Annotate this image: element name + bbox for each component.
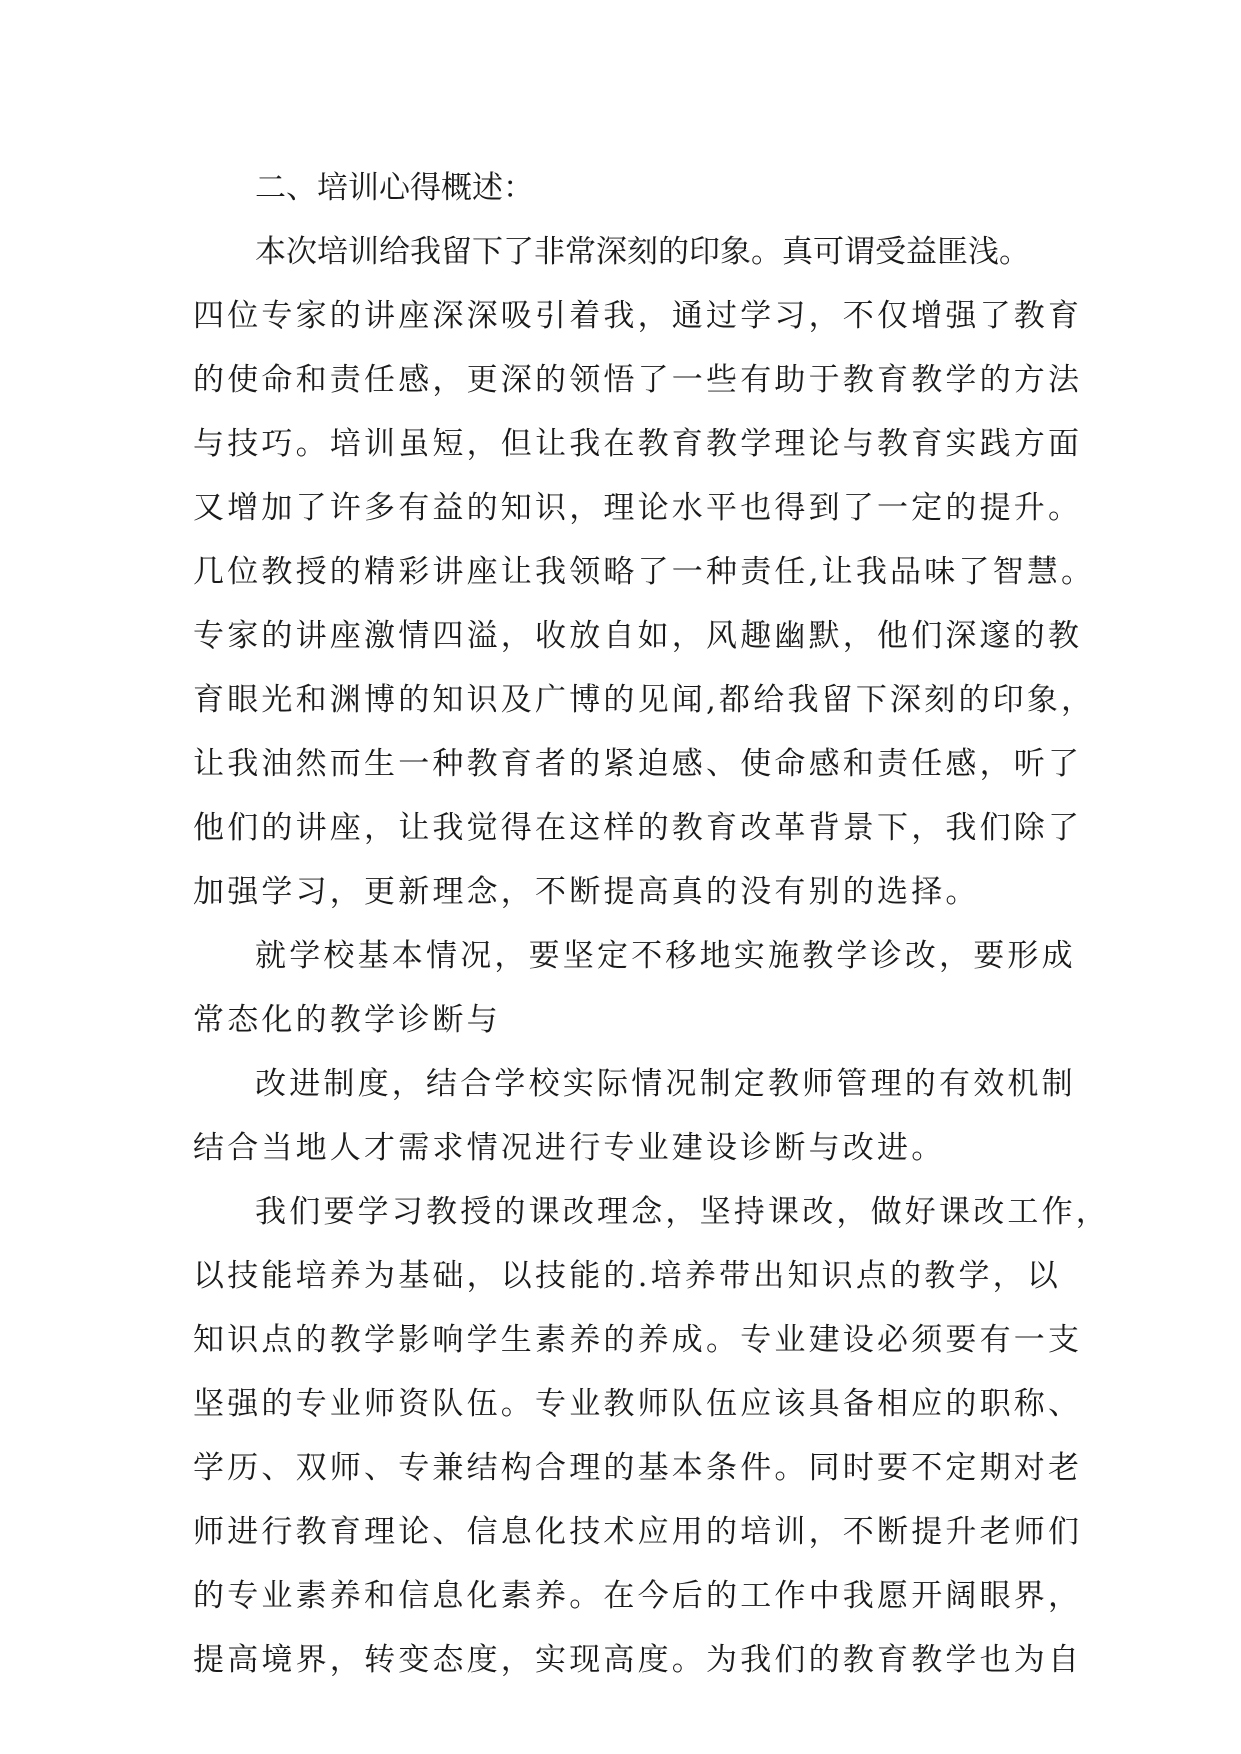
paragraph-line: 四位专家的讲座深深吸引着我，通过学习，不仅增强了教育 [193,298,1083,334]
paragraph-line: 改进制度，结合学校实际情况制定教师管理的有效机制 [255,1066,1076,1102]
paragraph-line: 几位教授的精彩讲座让我领略了一种责任,让我品味了智慧。 [193,554,1096,590]
paragraph-line: 的专业素养和信息化素养。在今后的工作中我愿开阔眼界， [193,1578,1083,1614]
paragraph-line: 结合当地人才需求情况进行专业建设诊断与改进。 [193,1130,946,1166]
section-heading: 二、培训心得概述： [255,170,534,206]
paragraph-line: 常态化的教学诊断与 [193,1002,501,1038]
paragraph-line: 的使命和责任感，更深的领悟了一些有助于教育教学的方法 [193,362,1083,398]
paragraph-line: 师进行教育理论、信息化技术应用的培训，不断提升老师们 [193,1514,1083,1550]
paragraph-line: 与技巧。培训虽短，但让我在教育教学理论与教育实践方面 [193,426,1083,462]
paragraph-line: 加强学习，更新理念，不断提高真的没有别的选择。 [193,874,980,910]
paragraph-line: 又增加了许多有益的知识，理论水平也得到了一定的提升。 [193,490,1083,526]
paragraph-line: 坚强的专业师资队伍。专业教师队伍应该具备相应的职称、 [193,1386,1083,1422]
paragraph-line: 就学校基本情况，要坚定不移地实施教学诊改，要形成 [255,938,1076,974]
paragraph-line: 我们要学习教授的课改理念，坚持课改，做好课改工作， [255,1194,1110,1230]
paragraph-line: 知识点的教学影响学生素养的养成。专业建设必须要有一支 [193,1322,1083,1358]
paragraph-line: 学历、双师、专兼结构合理的基本条件。同时要不定期对老 [193,1450,1083,1486]
paragraph-line: 让我油然而生一种教育者的紧迫感、使命感和责任感，听了 [193,746,1083,782]
paragraph-line: 育眼光和渊博的知识及广博的见闻,都给我留下深刻的印象， [193,682,1096,718]
paragraph-line: 以技能培养为基础，以技能的.培养带出知识点的教学，以 [193,1258,1062,1294]
paragraph-line: 本次培训给我留下了非常深刻的印象。真可谓受益匪浅。 [255,234,1030,270]
paragraph-line: 他们的讲座，让我觉得在这样的教育改革背景下，我们除了 [193,810,1083,846]
paragraph-line: 专家的讲座激情四溢，收放自如，风趣幽默，他们深邃的教 [193,618,1083,654]
paragraph-line: 提高境界，转变态度，实现高度。为我们的教育教学也为自 [193,1642,1083,1678]
